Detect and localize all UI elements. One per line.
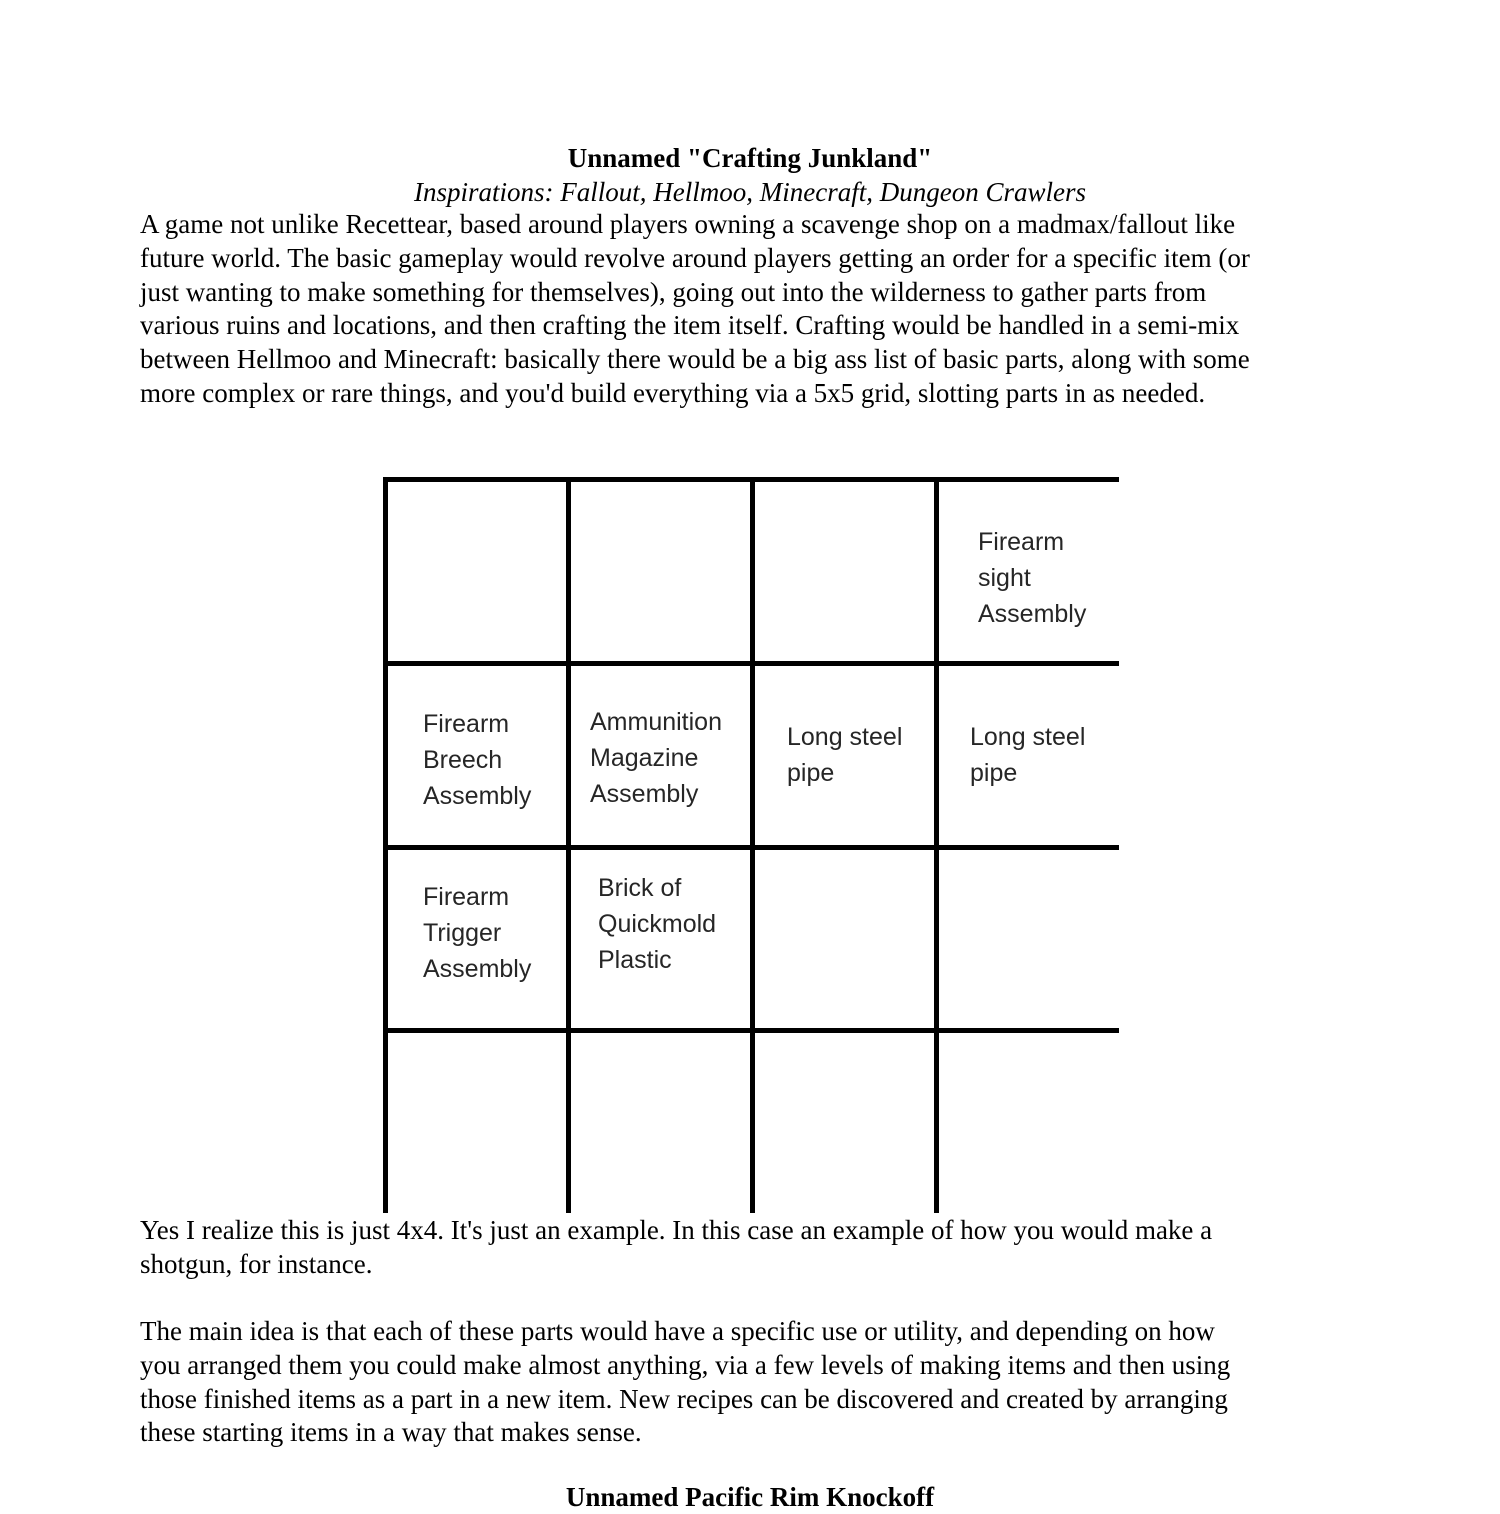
document-title: Unnamed "Crafting Junkland" xyxy=(567,143,933,173)
text-line: just wanting to make something for themselves), going out into the wilderness to gather parts from xyxy=(140,276,1207,307)
grid-cell-firearm-breech-assembly: Firearm Breech Assembly xyxy=(423,710,532,810)
intro-paragraph xyxy=(140,208,1380,411)
text-line: A game not unlike Recettear, based around players owning a scavenge shop on a madmax/fallout like xyxy=(140,209,1236,239)
text-line: future world. The basic gameplay would revolve around players getting an order for a specific item (or xyxy=(140,242,1250,273)
grid-line-vertical xyxy=(383,477,388,1213)
text-line: these starting items in a way that makes sense. xyxy=(140,1417,642,1448)
text-line: between Hellmoo and Minecraft: basically there would be a big ass list of basic parts, along with some xyxy=(140,344,1250,375)
text-line: more complex or rare things, and you'd build everything via a 5x5 grid, slotting parts in as needed. xyxy=(140,377,1206,408)
grid-cell-long-steel-pipe: Long steel pipe xyxy=(970,723,1086,787)
crafting-grid-figure xyxy=(383,477,1119,1213)
grid-cell-ammunition-magazine-assembly: Ammunition Magazine Assembly xyxy=(590,708,722,808)
grid-line-vertical xyxy=(934,477,939,1213)
main-idea-paragraph xyxy=(140,1315,1380,1450)
grid-cell-firearm-sight-assembly: Firearm sight Assembly xyxy=(978,528,1087,628)
inspirations-subtitle: Inspirations: Fallout, Hellmoo, Minecraft, Dungeon Crawlers xyxy=(414,177,1086,207)
grid-note-paragraph xyxy=(140,1214,1380,1282)
grid-cell-brick-of-quickmold-plastic: Brick of Quickmold Plastic xyxy=(598,874,717,974)
text-line: Yes I realize this is just 4x4. It's just an example. In this case an example of how you would make a xyxy=(140,1215,1213,1245)
grid-cell-firearm-trigger-assembly: Firearm Trigger Assembly xyxy=(423,883,532,983)
text-line: you arranged them you could make almost anything, via a few levels of making items and then using xyxy=(140,1349,1231,1380)
grid-line-vertical xyxy=(750,477,755,1213)
text-line: those finished items as a part in a new item. New recipes can be discovered and created by arranging xyxy=(140,1383,1228,1414)
next-section-title: Unnamed Pacific Rim Knockoff xyxy=(565,1482,935,1512)
text-line: shotgun, for instance. xyxy=(140,1248,373,1279)
grid-cell-long-steel-pipe: Long steel pipe xyxy=(787,723,903,787)
text-line: The main idea is that each of these parts would have a specific use or utility, and depending on how xyxy=(140,1316,1215,1346)
grid-line-vertical xyxy=(566,477,571,1213)
text-line: various ruins and locations, and then crafting the item itself. Crafting would be handled in a semi-mix xyxy=(140,310,1240,341)
